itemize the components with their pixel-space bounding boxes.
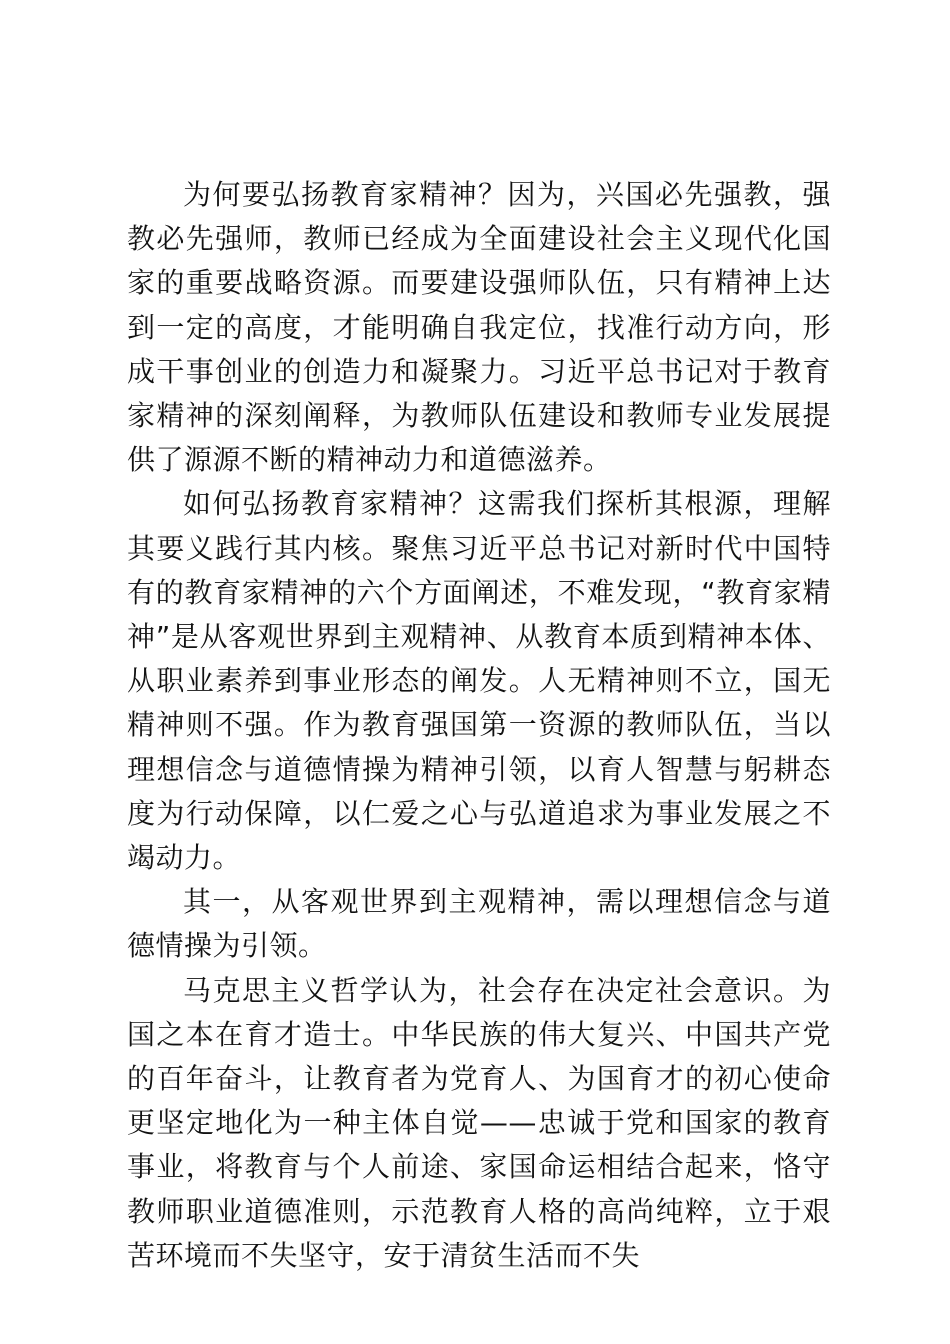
paragraph-2: 如何弘扬教育家精神？这需我们探析其根源，理解其要义践行其内核。聚焦习近平总书记对新时代中国特有的教育家精神的六个方面阐述，不难发现，“教育家精神”是从客观世界到主观精神、从教育本质到精神本体、从职业素养到事业形态的阐发。人无精神则不立，国无精神则不强。作为教育强国第一资源的教师队伍，当以理想信念与道德情操为精神引领，以育人智慧与躬耕态度为行动保障，以仁爱之心与弘道追求为事业发展之不竭动力。 <box>127 487 831 875</box>
paragraph-1: 为何要弘扬教育家精神？因为，兴国必先强教，强教必先强师，教师已经成为全面建设社会主义现代化国家的重要战略资源。而要建设强师队伍，只有精神上达到一定的高度，才能明确自我定位，找准行动方向，形成干事创业的创造力和凝聚力。习近平总书记对于教育家精神的深刻阐释，为教师队伍建设和教师专业发展提供了源源不断的精神动力和道德滋养。 <box>127 178 831 477</box>
paragraph-3: 其一，从客观世界到主观精神，需以理想信念与道德情操为引领。 <box>127 885 831 963</box>
document-page <box>127 173 831 1278</box>
paragraph-4: 马克思主义哲学认为，社会存在决定社会意识。为国之本在育才造士。中华民族的伟大复兴、中国共产党的百年奋斗，让教育者为党育人、为国育才的初心使命更坚定地化为一种主体自觉——忠诚于党和国家的教育事业，将教育与个人前途、家国命运相结合起来，恪守教师职业道德准则，示范教育人格的高尚纯粹，立于艰苦环境而不失坚守，安于清贫生活而不失 <box>127 973 831 1272</box>
